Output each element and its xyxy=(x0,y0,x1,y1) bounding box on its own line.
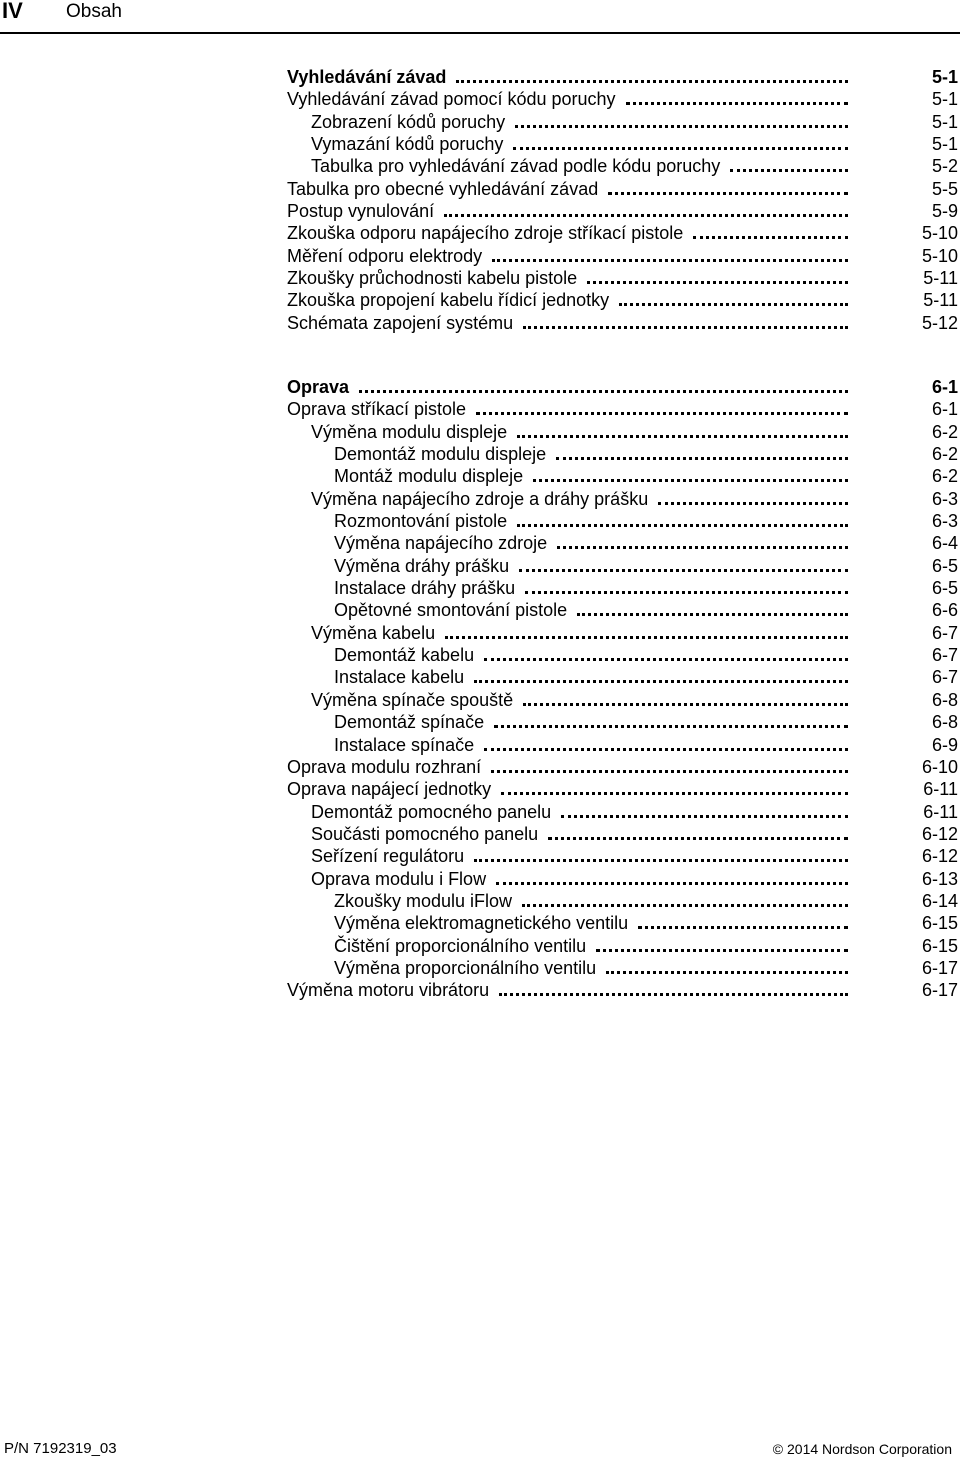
toc-entry[interactable] xyxy=(287,312,958,334)
toc-entry-page: 6-8 xyxy=(931,712,958,733)
toc-entry-title: Vyhledávání závad pomocí kódu poruchy xyxy=(287,89,616,110)
toc-entry-title: Výměna motoru vibrátoru xyxy=(287,980,490,1001)
toc-entry-title: Oprava xyxy=(287,377,350,397)
toc-entry-title: Opětovné smontování pistole xyxy=(334,600,568,621)
dot-leader xyxy=(596,930,848,952)
toc-entry-page: 6-14 xyxy=(921,890,958,911)
toc-entry-page: 6-3 xyxy=(931,511,958,532)
toc-entry-title: Oprava napájecí jednotky xyxy=(287,779,492,800)
toc-entry-title: Oprava modulu rozhraní xyxy=(287,756,482,777)
toc-entry-page: 6-8 xyxy=(931,689,958,710)
dot-leader xyxy=(522,885,848,907)
toc-entry-page: 5-1 xyxy=(931,67,958,87)
toc-entry-title: Výměna napájecího zdroje a dráhy prášku xyxy=(311,488,649,509)
toc-entry-page: 5-10 xyxy=(921,223,958,244)
toc-entry-page: 5-1 xyxy=(931,134,958,155)
toc-entry-title: Vyhledávání závad xyxy=(287,67,447,87)
toc-entry-page: 6-7 xyxy=(931,622,958,643)
toc-entry-title: Zkouška odporu napájecího zdroje stříkací pistole xyxy=(287,223,684,244)
dot-leader xyxy=(513,128,848,150)
toc-entry-title: Montáž modulu displeje xyxy=(334,466,524,487)
toc-entry-title: Oprava modulu i Flow xyxy=(311,868,487,889)
toc-entry-title: Čištění proporcionálního ventilu xyxy=(334,935,587,956)
toc-entry-title: Zobrazení kódů poruchy xyxy=(311,111,506,132)
dot-leader xyxy=(474,661,848,683)
toc-entry[interactable] xyxy=(287,66,958,88)
toc-entry-page: 5-2 xyxy=(931,156,958,177)
dot-leader xyxy=(548,818,848,840)
toc-entry-title: Demontáž kabelu xyxy=(334,645,475,666)
dot-leader xyxy=(525,572,848,594)
dot-leader xyxy=(519,550,848,572)
toc-entry-page: 6-7 xyxy=(931,667,958,688)
toc-entry-title: Zkoušky průchodnosti kabelu pistole xyxy=(287,268,578,289)
toc-entry-title: Instalace spínače xyxy=(334,734,475,755)
toc-entry-title: Výměna dráhy prášku xyxy=(334,555,510,576)
dot-leader xyxy=(533,460,848,482)
dot-leader xyxy=(523,307,848,329)
dot-leader xyxy=(456,61,848,83)
dot-leader xyxy=(517,505,848,527)
toc-entry-page: 6-1 xyxy=(931,377,958,397)
toc-entry-page: 6-2 xyxy=(931,421,958,442)
dot-leader xyxy=(658,483,848,505)
toc-entry-title: Zkouška propojení kabelu řídicí jednotky xyxy=(287,290,610,311)
toc-entry-title: Rozmontování pistole xyxy=(334,511,508,532)
toc-entry-page: 6-12 xyxy=(921,846,958,867)
toc-entry-title: Výměna napájecího zdroje xyxy=(334,533,548,554)
toc-entry-title: Výměna elektromagnetického ventilu xyxy=(334,913,629,934)
toc-entry-page: 6-2 xyxy=(931,444,958,465)
toc-section-repair xyxy=(287,376,958,1002)
toc-entry-page: 5-11 xyxy=(923,268,958,289)
toc-entry-title: Instalace dráhy prášku xyxy=(334,578,516,599)
toc-entry-title: Oprava stříkací pistole xyxy=(287,399,467,420)
dot-leader xyxy=(492,240,848,262)
toc-entry-page: 6-1 xyxy=(931,399,958,420)
toc-entry[interactable] xyxy=(287,890,958,912)
dot-leader xyxy=(730,150,848,172)
page-number: IV xyxy=(2,0,23,23)
header-rule xyxy=(0,32,960,34)
dot-leader xyxy=(619,284,848,306)
toc-entry-page: 6-11 xyxy=(923,779,958,800)
toc-entry-page: 6-9 xyxy=(931,734,958,755)
toc-entry-page: 5-5 xyxy=(931,178,958,199)
dot-leader xyxy=(496,863,848,885)
dot-leader xyxy=(444,195,848,217)
dot-leader xyxy=(501,773,848,795)
toc-entry-title: Tabulka pro obecné vyhledávání závad xyxy=(287,178,599,199)
page-title: Obsah xyxy=(66,1,122,22)
toc-entry-page: 5-1 xyxy=(931,111,958,132)
toc-entry-page: 6-13 xyxy=(921,868,958,889)
dot-leader xyxy=(587,262,848,284)
dot-leader xyxy=(626,83,848,105)
toc-entry-page: 6-4 xyxy=(931,533,958,554)
toc-entry-page: 6-6 xyxy=(931,600,958,621)
toc-entry-title: Schémata zapojení systému xyxy=(287,312,514,333)
toc-entry-title: Postup vynulování xyxy=(287,201,435,222)
toc-entry-title: Výměna kabelu xyxy=(311,622,436,643)
dot-leader xyxy=(484,729,848,751)
dot-leader xyxy=(556,438,848,460)
toc-entry-page: 6-5 xyxy=(931,555,958,576)
dot-leader xyxy=(561,796,848,818)
toc-entry[interactable] xyxy=(287,133,958,155)
dot-leader xyxy=(474,840,848,862)
toc-entry-title: Součásti pomocného panelu xyxy=(311,823,539,844)
copyright-notice: © 2014 Nordson Corporation xyxy=(772,1441,952,1457)
dot-leader xyxy=(608,173,848,195)
toc-entry-page: 6-3 xyxy=(931,488,958,509)
toc-entry-page: 6-17 xyxy=(921,980,958,1001)
toc-entry-page: 5-9 xyxy=(931,201,958,222)
dot-leader xyxy=(606,952,848,974)
toc-entry-page: 6-15 xyxy=(921,913,958,934)
toc-entry-page: 6-11 xyxy=(923,801,958,822)
dot-leader xyxy=(638,907,848,929)
toc-entry-title: Demontáž spínače xyxy=(334,712,485,733)
toc-section-troubleshooting xyxy=(287,66,958,334)
toc-entry-title: Seřízení regulátoru xyxy=(311,846,465,867)
toc-entry-title: Demontáž modulu displeje xyxy=(334,444,547,465)
toc-entry-page: 6-7 xyxy=(931,645,958,666)
toc-entry-title: Výměna spínače spouště xyxy=(311,689,514,710)
dot-leader xyxy=(557,527,848,549)
toc-entry-title: Zkoušky modulu iFlow xyxy=(334,890,513,911)
page-header xyxy=(0,0,960,34)
toc-entry[interactable] xyxy=(287,465,958,487)
toc-entry-page: 6-17 xyxy=(921,957,958,978)
toc-entry-page: 6-10 xyxy=(921,756,958,777)
dot-leader xyxy=(491,751,848,773)
toc-entry-title: Tabulka pro vyhledávání závad podle kódu poruchy xyxy=(311,156,721,177)
toc-entry-page: 6-12 xyxy=(921,823,958,844)
dot-leader xyxy=(494,706,848,728)
toc-entry-page: 6-5 xyxy=(931,578,958,599)
toc-entry-page: 5-11 xyxy=(923,290,958,311)
toc-entry[interactable] xyxy=(287,979,958,1001)
dot-leader xyxy=(577,594,848,616)
toc-entry-title: Výměna modulu displeje xyxy=(311,421,508,442)
dot-leader xyxy=(515,106,848,128)
toc-entry-title: Instalace kabelu xyxy=(334,667,465,688)
toc-entry-page: 5-12 xyxy=(921,312,958,333)
part-number: P/N 7192319_03 xyxy=(4,1440,117,1457)
dot-leader xyxy=(359,371,848,393)
toc-entry-title: Výměna proporcionálního ventilu xyxy=(334,957,597,978)
toc-entry-page: 5-10 xyxy=(921,245,958,266)
dot-leader xyxy=(517,416,848,438)
toc-entry-page: 6-2 xyxy=(931,466,958,487)
dot-leader xyxy=(523,684,848,706)
toc-entry-title: Měření odporu elektrody xyxy=(287,245,483,266)
toc-entry-page: 6-15 xyxy=(921,935,958,956)
dot-leader xyxy=(693,217,848,239)
dot-leader xyxy=(476,393,848,415)
dot-leader xyxy=(499,974,848,996)
dot-leader xyxy=(484,639,848,661)
dot-leader xyxy=(445,617,848,639)
toc-entry-page: 5-1 xyxy=(931,89,958,110)
toc-entry[interactable] xyxy=(287,200,958,222)
toc-entry-title: Vymazání kódů poruchy xyxy=(311,134,504,155)
toc-entry-title: Demontáž pomocného panelu xyxy=(311,801,552,822)
